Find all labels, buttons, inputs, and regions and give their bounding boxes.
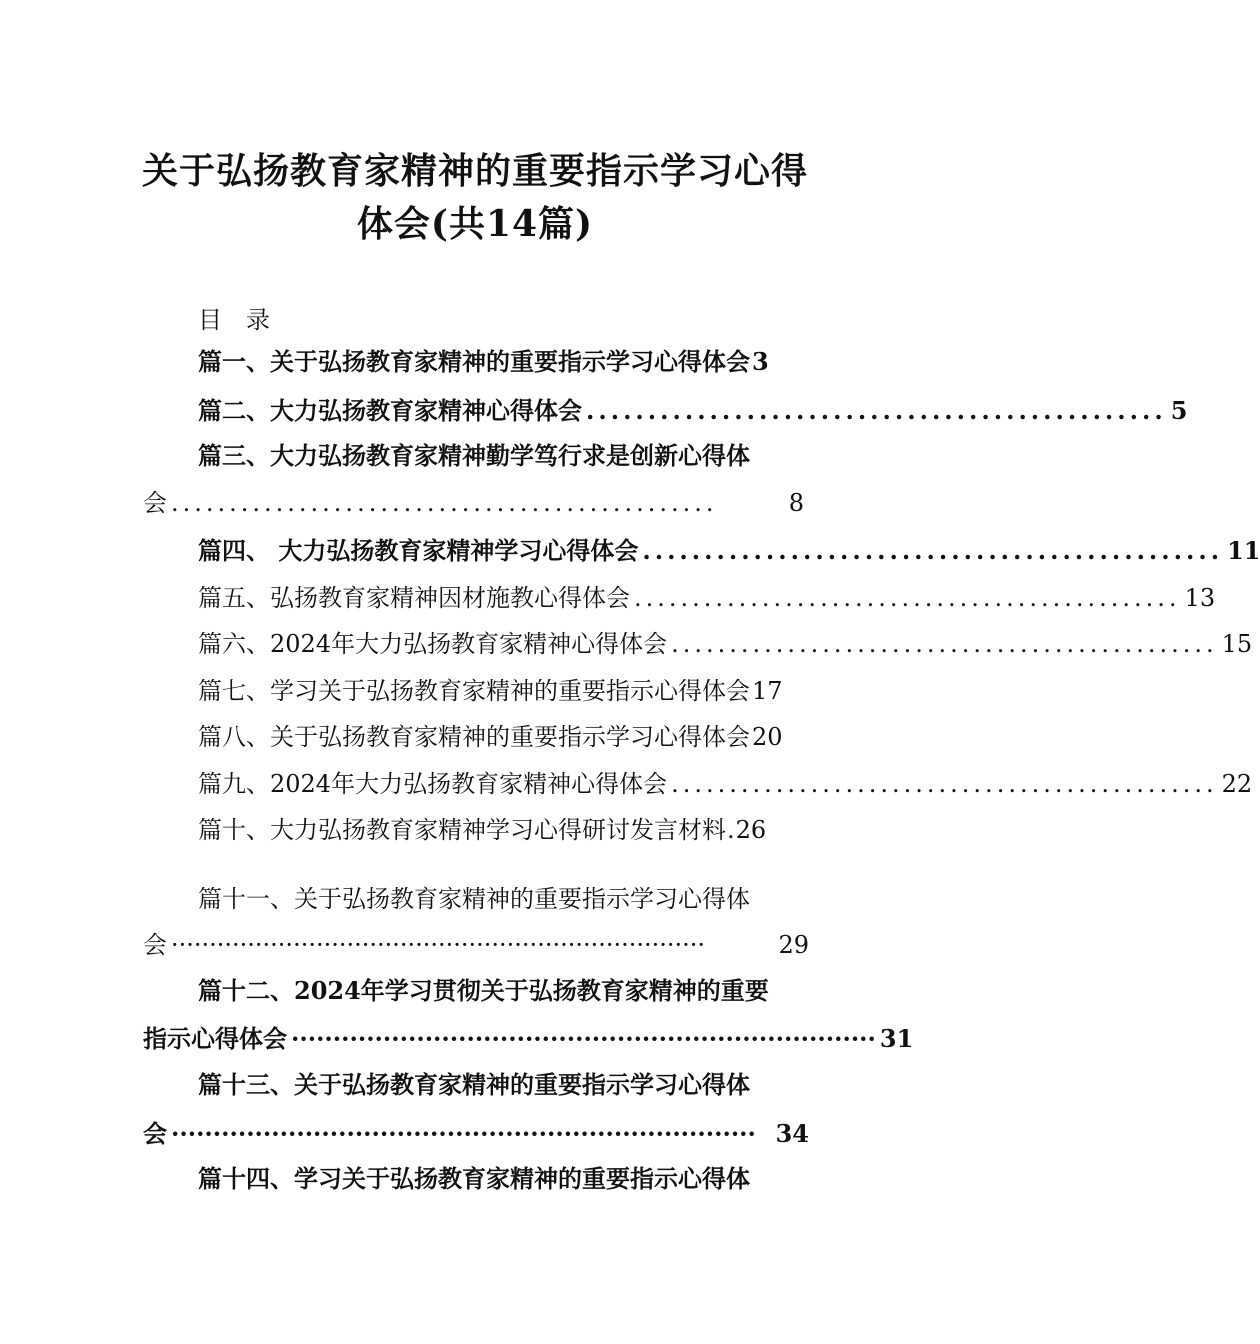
toc-entry-12-continuation[interactable]	[143, 1023, 914, 1055]
toc-entry-14[interactable]	[198, 1163, 804, 1195]
toc-entry-11[interactable]	[198, 883, 804, 915]
toc-entry-title: 篇十四、学习关于弘扬教育家精神的重要指示心得体	[198, 1164, 750, 1193]
toc-entry-8[interactable]	[198, 721, 823, 753]
toc-entry-4[interactable]	[198, 535, 1260, 567]
toc-entry-title-cont: 会	[143, 931, 167, 959]
toc-entry-page: 31	[879, 1024, 914, 1053]
toc-dot-leader: ...............................................	[171, 489, 718, 517]
toc-entry-title: 篇一、关于弘扬教育家精神的重要指示学习心得体会	[198, 347, 750, 376]
toc-entry-page: 8	[788, 489, 804, 517]
toc-entry-title-cont: 指示心得体会	[143, 1024, 287, 1053]
toc-dot-leader: ...............................................	[671, 770, 1218, 798]
document-title-line-2: 体会(共14篇)	[356, 203, 594, 245]
toc-entry-11-continuation[interactable]	[143, 929, 809, 961]
toc-dot-leader: ...............................................	[586, 396, 1167, 425]
toc-entry-title: 篇三、大力弘扬教育家精神勤学笃行求是创新心得体	[198, 441, 750, 470]
toc-entry-12[interactable]	[198, 975, 804, 1007]
toc-entry-title: 篇七、学习关于弘扬教育家精神的重要指示心得体会	[198, 677, 750, 705]
toc-entry-title: 篇二、大力弘扬教育家精神心得体会	[198, 396, 582, 425]
toc-dot-leader: ······································································	[291, 1024, 876, 1053]
toc-entry-title-cont: 会	[143, 1119, 167, 1148]
toc-entry-title: 篇五、弘扬教育家精神因材施教心得体会	[198, 584, 630, 612]
toc-dot-leader: ······································································	[171, 931, 706, 959]
toc-entry-title: 篇九、2024年大力弘扬教育家精神心得体会	[198, 770, 668, 798]
toc-entry-title: 篇八、关于弘扬教育家精神的重要指示学习心得体会	[198, 723, 750, 751]
toc-entry-3[interactable]	[198, 440, 804, 472]
toc-entry-page: 3	[752, 347, 769, 376]
toc-entry-title: 篇十、大力弘扬教育家精神学习心得研讨发言材料	[198, 816, 726, 844]
toc-heading: 目录	[198, 306, 294, 334]
toc-entry-9[interactable]	[198, 768, 1253, 800]
toc-entry-page: 29	[778, 931, 809, 959]
toc-entry-1[interactable]	[198, 346, 804, 378]
toc-entry-title: 篇四、 大力弘扬教育家精神学习心得体会	[198, 536, 639, 565]
document-title-line-1: 关于弘扬教育家精神的重要指示学习心得	[141, 150, 808, 192]
toc-entry-page: 34	[775, 1119, 809, 1148]
toc-entry-13[interactable]	[198, 1069, 804, 1101]
toc-dot-leader: ...............................................	[634, 584, 1181, 612]
toc-entry-page: 26	[735, 816, 767, 844]
toc-entry-2[interactable]	[198, 395, 1188, 427]
toc-entry-10[interactable]	[198, 814, 804, 846]
toc-entry-5[interactable]	[198, 582, 1216, 614]
toc-entry-title-cont: 会	[143, 489, 167, 517]
toc-dot-leader: ······································································	[171, 1119, 756, 1148]
toc-entry-13-continuation[interactable]	[143, 1118, 809, 1150]
toc-entry-page: 20	[752, 723, 783, 751]
toc-entry-page: 17	[752, 677, 783, 705]
toc-entry-title: 篇十二、2024年学习贯彻关于弘扬教育家精神的重要	[198, 976, 769, 1005]
toc-dot-leader: .	[727, 816, 735, 844]
toc-entry-title: 篇十三、关于弘扬教育家精神的重要指示学习心得体	[198, 1070, 750, 1099]
toc-entry-title: 篇六、2024年大力弘扬教育家精神心得体会	[198, 630, 668, 658]
toc-entry-7[interactable]	[198, 675, 823, 707]
toc-entry-page: 5	[1170, 396, 1188, 425]
toc-entry-page: 13	[1184, 584, 1216, 612]
toc-entry-page: 11	[1227, 536, 1260, 565]
toc-entry-6[interactable]	[198, 628, 1253, 660]
toc-entry-page: 22	[1221, 770, 1253, 798]
toc-entry-title: 篇十一、关于弘扬教育家精神的重要指示学习心得体	[198, 885, 750, 913]
toc-entry-3-continuation[interactable]	[143, 487, 804, 519]
toc-dot-leader: ...............................................	[642, 536, 1224, 565]
toc-entry-page: 15	[1221, 630, 1253, 658]
toc-dot-leader: ...............................................	[671, 630, 1218, 658]
